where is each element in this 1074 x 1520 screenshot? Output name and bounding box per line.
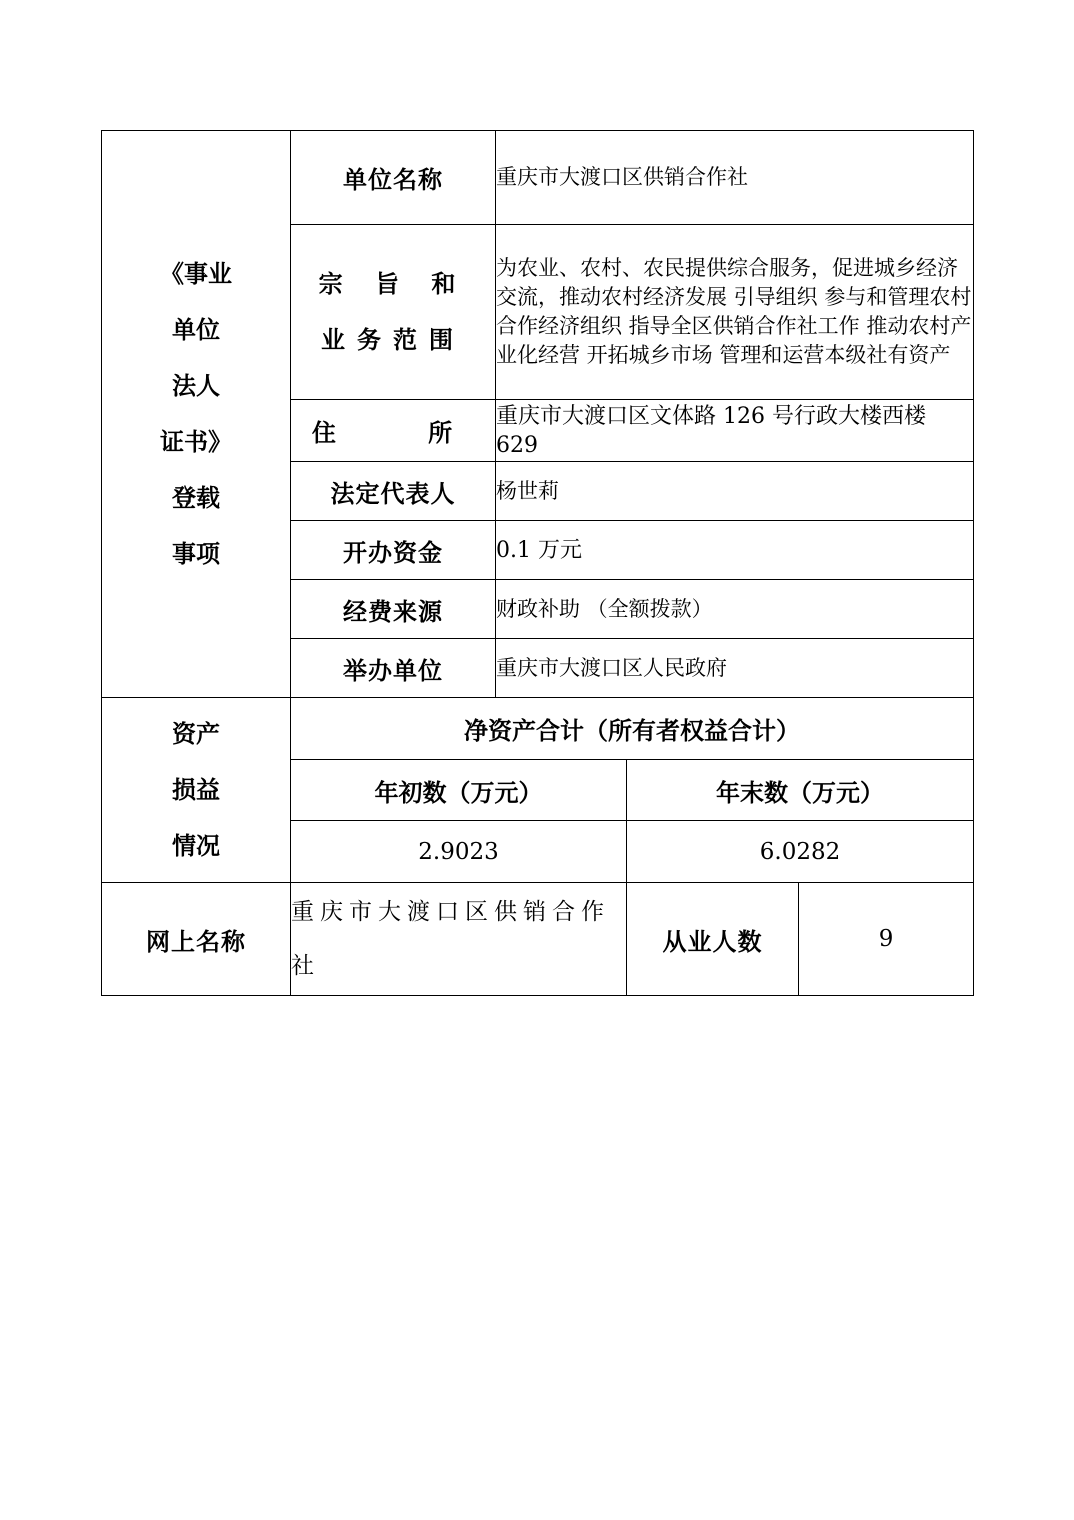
sponsor-value: 重庆市大渡口区人民政府 — [496, 639, 974, 698]
registration-side-title — [102, 131, 291, 698]
assets-title-line: 损益 — [172, 775, 220, 804]
online-name-label: 网上名称 — [102, 883, 291, 996]
online-name-value: 重庆市大渡口区供销合作社 — [291, 883, 627, 996]
capital-label: 开办资金 — [291, 521, 496, 580]
assets-title-line: 资产 — [172, 719, 220, 748]
end-value: 6.0282 — [627, 821, 974, 883]
funding-value: 财政补助 （全额拨款） — [496, 580, 974, 639]
legal-rep-value: 杨世莉 — [496, 462, 974, 521]
side-title-line: 单位 — [172, 315, 220, 344]
side-title-line: 登载 — [172, 483, 220, 512]
purpose-label-line: 业务范围 — [321, 325, 465, 354]
assets-side-title — [102, 698, 291, 883]
purpose-value: 为农业、农村、农民提供综合服务，促进城乡经济交流，推动农村经济发展 引导组织 参与和管理农村合作经济组织 指导全区供销合作社工作 推动农村产业化经营 开拓城乡市场 管理和运营本级社有资产 — [496, 225, 974, 400]
staff-count-value: 9 — [799, 883, 974, 996]
address-label: 住 所 — [291, 400, 496, 462]
address-value: 重庆市大渡口区文体路 126 号行政大楼西楼 629 — [496, 400, 974, 462]
side-title-line: 法人 — [172, 371, 220, 400]
capital-value: 0.1 万元 — [496, 521, 974, 580]
assets-title-line: 情况 — [172, 831, 220, 860]
registration-table — [101, 130, 974, 996]
net-assets-header: 净资产合计（所有者权益合计） — [291, 698, 974, 760]
side-title-line: 证书》 — [160, 427, 232, 456]
funding-label: 经费来源 — [291, 580, 496, 639]
end-header: 年末数（万元） — [627, 760, 974, 821]
begin-header: 年初数（万元） — [291, 760, 627, 821]
staff-count-label: 从业人数 — [627, 883, 799, 996]
unit-name-label: 单位名称 — [291, 131, 496, 225]
purpose-label-line: 宗 旨 和 — [318, 269, 468, 298]
legal-rep-label: 法定代表人 — [291, 462, 496, 521]
side-title-line: 《事业 — [160, 259, 232, 288]
side-title-line: 事项 — [172, 539, 220, 568]
unit-name-value: 重庆市大渡口区供销合作社 — [496, 131, 974, 225]
begin-value: 2.9023 — [291, 821, 627, 883]
purpose-label — [291, 225, 496, 400]
sponsor-label: 举办单位 — [291, 639, 496, 698]
